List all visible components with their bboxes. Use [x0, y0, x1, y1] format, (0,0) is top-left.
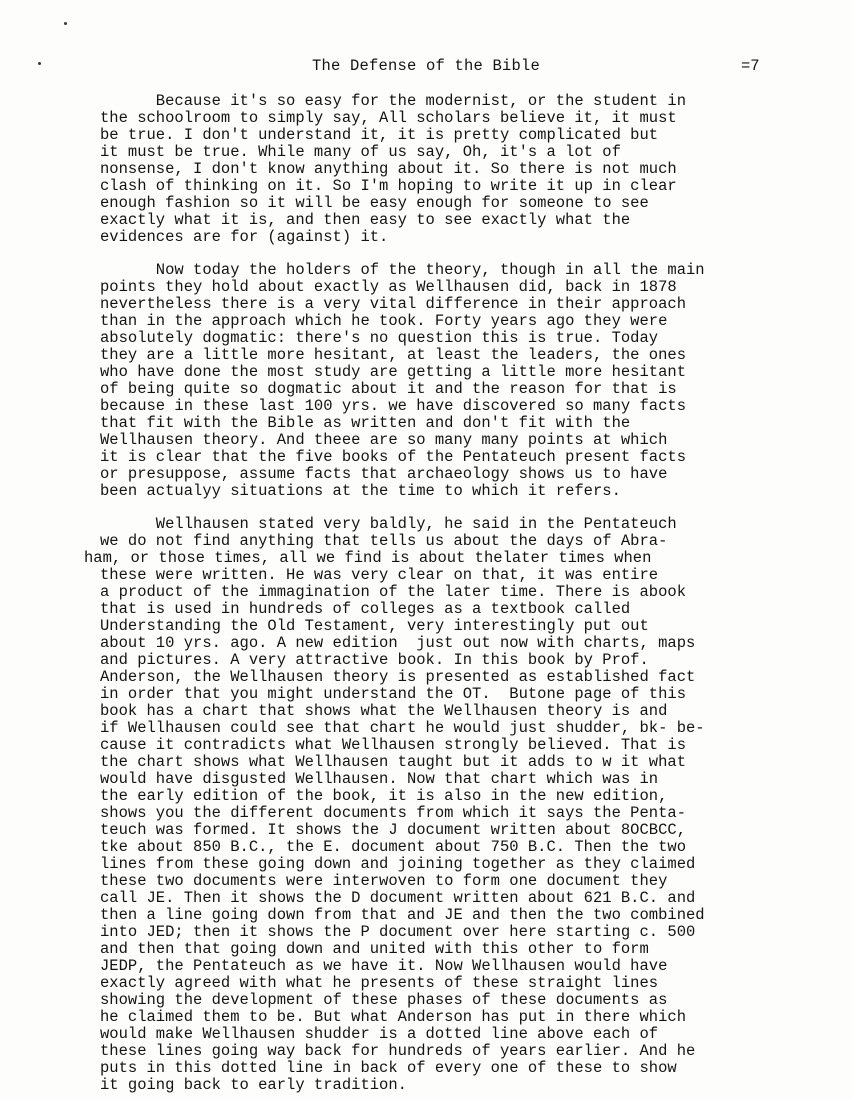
text-line: teuch was formed. It shows the J document written about 8OCBCC, — [100, 821, 686, 839]
text-line: who have done the most study are getting a little more hesitant — [100, 363, 686, 381]
text-line: these were written. He was very clear on that, it was entire — [100, 566, 659, 584]
text-line: Because it's so easy for the modernist, or the student in — [100, 92, 686, 110]
text-line: of being quite so dogmatic about it and the reason for that is — [100, 380, 677, 398]
paragraph-1 — [100, 93, 686, 246]
text-line: evidences are for (against) it. — [100, 228, 389, 246]
text-line: exactly what it is, and then easy to see exactly what the — [100, 211, 631, 229]
text-line: enough fashion so it will be easy enough for someone to see — [100, 194, 649, 212]
text-line: ham, or those times, all we find is about thelater times when — [84, 549, 652, 567]
text-line: they are a little more hesitant, at least the leaders, the ones — [100, 346, 686, 364]
text-line: cause it contradicts what Wellhausen strongly believed. That is — [100, 736, 686, 754]
text-line: or presuppose, assume facts that archaeology shows us to have — [100, 465, 668, 483]
text-line: lines from these going down and joining together as they claimed — [100, 855, 696, 873]
text-line: shows you the different documents from which it says the Penta- — [100, 804, 686, 822]
text-line: Wellhausen stated very baldly, he said in the Pentateuch — [100, 515, 677, 533]
text-line: be true. I don't understand it, it is pretty complicated but — [100, 126, 659, 144]
text-line: book has a chart that shows what the Wellhausen theory is and — [100, 702, 668, 720]
text-line: the schoolroom to simply say, All scholars believe it, it must — [100, 109, 677, 127]
text-line: it going back to early tradition. — [100, 1076, 407, 1094]
text-line: we do not find anything that tells us about the days of Abra- — [100, 532, 668, 550]
paragraph-2 — [100, 262, 705, 500]
text-line: these two documents were interwoven to form one document they — [100, 872, 668, 890]
text-line: Now today the holders of the theory, though in all the main — [100, 261, 705, 279]
text-line: and then that going down and united with this other to form — [100, 940, 649, 958]
text-line: then a line going down from that and JE and then the two combined — [100, 906, 705, 924]
text-line: it is clear that the five books of the Pentateuch present facts — [100, 448, 686, 466]
text-line: in order that you might understand the OT. Butone page of this — [100, 685, 686, 703]
text-line: into JED; then it shows the P document over here starting c. 500 — [100, 923, 696, 941]
text-line: nevertheless there is a very vital difference in their approach — [100, 295, 686, 313]
text-line: puts in this dotted line in back of every one of these to show — [100, 1059, 677, 1077]
text-line: and pictures. A very attractive book. In this book by Prof. — [100, 651, 649, 669]
text-line: would have disgusted Wellhausen. Now that chart which was in — [100, 770, 659, 788]
text-line: these lines going way back for hundreds of years earlier. And he — [100, 1042, 696, 1060]
text-line: Understanding the Old Testament, very interestingly put out — [100, 617, 649, 635]
paragraph-3 — [84, 515, 705, 1094]
page-number: =7 — [741, 57, 760, 75]
text-line: Anderson, the Wellhausen theory is presented as established fact — [100, 668, 696, 686]
text-line: because in these last 100 yrs. we have discovered so many facts — [100, 397, 686, 415]
text-line: if Wellhausen could see that chart he would just shudder, bk- be- — [100, 719, 705, 737]
text-line: tke about 850 B.C., the E. document about 750 B.C. Then the two — [100, 838, 686, 856]
text-line: been actualyy situations at the time to which it refers. — [100, 482, 621, 500]
text-line: would make Wellhausen shudder is a dotted line above each of — [100, 1025, 659, 1043]
text-line: that is used in hundreds of colleges as a textbook called — [100, 600, 631, 618]
text-line: points they hold about exactly as Wellhausen did, back in 1878 — [100, 278, 677, 296]
text-line: exactly agreed with what he presents of these straight lines — [100, 974, 659, 992]
text-line: showing the development of these phases of these documents as — [100, 991, 668, 1009]
text-line: the chart shows what Wellhausen taught but it adds to w it what — [100, 753, 686, 771]
text-line: clash of thinking on it. So I'm hoping to write it up in clear — [100, 177, 677, 195]
text-line: absolutely dogmatic: there's no question this is true. Today — [100, 329, 659, 347]
page-title: The Defense of the Bible — [312, 57, 541, 75]
text-line: nonsense, I don't know anything about it. So there is not much — [100, 160, 677, 178]
text-line: a product of the immagination of the later time. There is abook — [100, 583, 686, 601]
text-line: JEDP, the Pentateuch as we have it. Now Wellhausen would have — [100, 957, 668, 975]
text-line: that fit with the Bible as written and don't fit with the — [100, 414, 631, 432]
stray-mark — [38, 62, 41, 65]
text-line: call JE. Then it shows the D document written about 621 B.C. and — [100, 889, 696, 907]
stray-mark — [64, 22, 67, 25]
text-line: about 10 yrs. ago. A new edition just out now with charts, maps — [100, 634, 696, 652]
text-line: the early edition of the book, it is also in the new edition, — [100, 787, 668, 805]
text-line: he claimed them to be. But what Anderson has put in there which — [100, 1008, 686, 1026]
text-line: than in the approach which he took. Forty years ago they were — [100, 312, 668, 330]
text-line: it must be true. While many of us say, Oh, it's a lot of — [100, 143, 621, 161]
text-line: Wellhausen theory. And theee are so many many points at which — [100, 431, 668, 449]
